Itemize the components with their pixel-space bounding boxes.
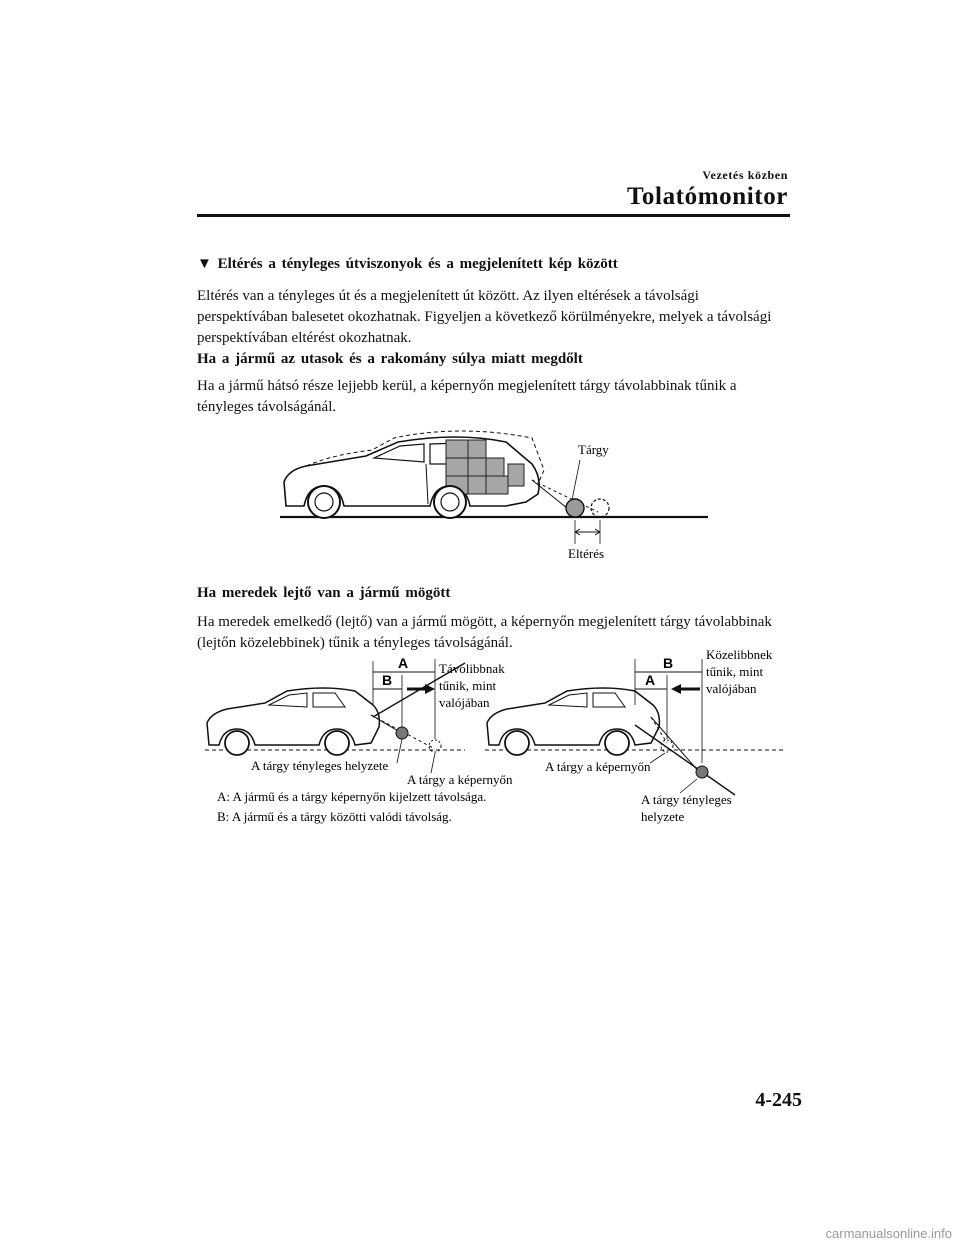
tilted-car-figure <box>270 420 720 570</box>
on-screen-object <box>591 499 609 517</box>
left-actual-object <box>396 727 408 739</box>
left-front-wheel <box>225 731 249 755</box>
left-rear-wheel <box>325 731 349 755</box>
right-rear-wheel <box>605 731 629 755</box>
left-screen-object <box>429 740 441 752</box>
legend-a: A: A jármű és a tárgy képernyőn kijelzett távolsága. <box>217 789 487 804</box>
left-note-1: Távolibbnak <box>439 661 505 676</box>
right-label-b: B <box>663 655 674 671</box>
right-note-3: valójában <box>706 681 757 696</box>
left-label-a: A <box>398 655 409 671</box>
case1-paragraph: Ha a jármű hátsó része lejjebb kerül, a képernyőn megjelenített tárgy távolabbinak tűnik a tényleges távolságánál. <box>197 378 737 415</box>
page-number: 4-245 <box>755 1089 802 1111</box>
actual-object <box>566 499 584 517</box>
case1-heading: Ha a jármű az utasok és a rakomány súlya miatt megdőlt <box>197 351 583 367</box>
case2-paragraph: Ha meredek emelkedő (lejtő) van a jármű mögött, a képernyőn megjelenített tárgy távolabbinak (lejtőn közelebbinek) tűnik a tényleges távolságánál. <box>197 614 772 651</box>
sight-line-screen <box>532 480 598 512</box>
right-arrow-icon <box>671 684 681 694</box>
left-arrow-icon <box>425 684 435 694</box>
left-scene <box>205 655 513 787</box>
label-difference: Eltérés <box>568 546 605 561</box>
left-actual-position: A tárgy tényleges helyzete <box>251 758 389 773</box>
intro-paragraph: Eltérés van a tényleges út és a megjelenített út között. Az ilyen eltérések a távolsági perspektívában balesetet okozhatnak. Figyeljen a következő körülményekre, melyek a távolsági perspektívában eltérést okozhatnak. <box>197 288 772 346</box>
right-note-2: tűnik, mint <box>706 664 764 679</box>
label-object: Tárgy <box>578 442 609 457</box>
section-heading-text: Eltérés a tényleges útviszonyok és a megjelenített kép között <box>217 256 618 272</box>
chapter-title: Tolatómonitor <box>626 183 788 210</box>
left-note-3: valójában <box>439 695 490 710</box>
right-front-wheel <box>505 731 529 755</box>
section-heading <box>197 256 618 273</box>
watermark: carmanualsonline.info <box>825 1226 952 1241</box>
right-scene <box>485 647 785 824</box>
right-note-1: Közelibbnek <box>706 647 773 662</box>
right-actual-line2: helyzete <box>641 809 685 824</box>
legend-b: B: A jármű és a tárgy közötti valódi távolság. <box>217 809 452 824</box>
slope-figure <box>195 645 795 835</box>
right-label-a: A <box>645 672 656 688</box>
left-on-screen: A tárgy a képernyőn <box>407 772 513 787</box>
left-note-2: tűnik, mint <box>439 678 497 693</box>
right-actual-object <box>696 766 708 778</box>
running-head: Vezetés közben <box>702 168 788 182</box>
triangle-marker-icon: ▼ <box>197 256 212 272</box>
title-rule <box>197 214 790 217</box>
right-actual-line1: A tárgy tényleges <box>641 792 732 807</box>
right-on-screen: A tárgy a képernyőn <box>545 759 651 774</box>
case2-heading: Ha meredek lejtő van a jármű mögött <box>197 585 451 601</box>
left-label-b: B <box>382 672 393 688</box>
